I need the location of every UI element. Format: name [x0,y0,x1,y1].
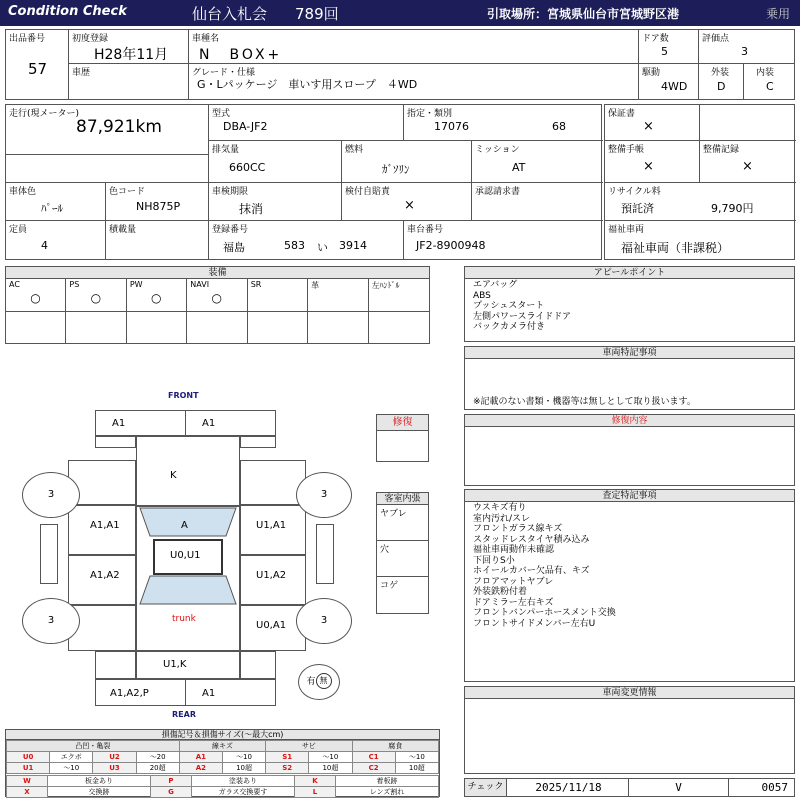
legend-code: U1 [7,763,50,774]
repair-box-label: 修復 [377,415,428,431]
inspection-note-line: ドアミラー左右キズ [473,597,554,608]
plate-serial: 3914 [339,239,367,252]
inspection-note-line: フロントガラス線キズ [473,524,563,534]
capacity-cell [6,221,106,259]
doors-value: 5 [661,45,668,58]
legend-code: C1 [352,752,395,763]
color-cell [6,183,106,221]
type-label: 指定・類別 [407,109,453,119]
reg-value: H28年11月 [94,47,169,63]
score-label: 評価点 [702,34,730,44]
exterior-cell [699,64,744,99]
changes-title: 車両変更情報 [465,687,794,699]
legend-desc: 10超 [222,763,265,774]
type-b-value: 68 [552,120,566,133]
smoking-badge [298,664,340,700]
name-value: N BOX+ [199,47,283,63]
history-cell [69,64,189,99]
type-a-value: 17076 [434,120,469,133]
front-label: FRONT [168,391,199,400]
interior-row-3 [377,577,428,613]
interior-item-burn: コゲ [380,581,399,591]
lot-cell [6,30,69,99]
legend-mark-code: P [151,776,192,787]
mileage-value: 87,921km [76,117,162,137]
special-title: 車両特記事項 [465,347,794,359]
approval-cell [472,183,603,221]
grade-cell [189,64,639,99]
mileage-cell [6,105,209,155]
interior-trim-title: 客室内張 [377,493,428,505]
legend-mark-code: G [151,787,192,798]
smoking-prefix: 有 [306,677,316,687]
tire-rear-left-value: 3 [47,615,55,626]
equipment-col-label: 左ﾊﾝﾄﾞﾙ [371,281,400,290]
tailgate [136,651,240,679]
repair-box [376,414,429,462]
dmg-right-front-door: U1,A1 [256,520,287,531]
tire-front-right [296,472,352,518]
plate-label: 登録番号 [212,225,249,235]
legend-header: 線キズ [179,741,265,752]
equipment-divider [6,311,429,312]
chassis-cell [404,221,603,259]
grade-value: G・Lパッケージ 車いす用スロープ ４WD [197,78,418,91]
fuel-cell [342,141,472,183]
color-label: 車体色 [9,187,37,197]
self-cert-cell [342,183,472,221]
maint-record-cell [700,141,796,183]
dmg-tailgate: U1,K [163,659,187,670]
recycle-cell [605,183,796,221]
front-bumper-left [95,410,186,436]
mileage-label: 走行(現メーター) [9,109,80,119]
check-label: チェック [465,779,507,796]
car-diagram [0,388,372,723]
legend-code: U3 [93,763,136,774]
dmg-front-bumper-left: A1 [112,418,126,429]
legend-header: 腐食 [352,741,439,752]
equipment-col-value: ○ [151,291,162,305]
inspection-value: 抹消 [239,202,264,216]
inspection-note-line: ホイールカバー欠品有、キズ [473,566,590,576]
windshield-shape [136,506,240,651]
appeal-panel [464,266,795,342]
equipment-col-label: PS [69,280,80,289]
warranty-extra-cell [700,105,796,141]
legend-code: S1 [266,752,309,763]
legend-code: C2 [352,763,395,774]
damage-legend [5,729,440,797]
mid-info-block [5,104,602,260]
plate-area: 福島 [223,241,245,254]
no-smoking-icon: 無 [316,673,332,689]
header-auction: 仙台入札会 [192,5,268,23]
interior-grade-cell [744,64,794,99]
chassis-value: JF2-8900948 [416,239,486,252]
exterior-label: 外装 [711,68,730,78]
legend-code: U2 [93,752,136,763]
special-note: ※記載のない書類・機器等は無しとして取り扱います。 [473,397,696,407]
self-cert-label: 検付自賠責 [345,187,391,197]
welfare-cell [605,221,796,259]
tire-front-left-value: 3 [47,489,55,500]
legend-mark-desc: ガラス交換要す [192,787,295,798]
left-mirror-box [40,524,58,584]
displacement-label: 排気量 [212,145,240,155]
appeal-line: バックカメラ付き [473,322,546,332]
right-info-block [604,104,795,260]
legend-desc: ～10 [50,763,93,774]
color-value: ﾊﾟｰﾙ [41,202,63,215]
interior-item-tear: ヤブレ [380,509,407,519]
equipment-col-label: 革 [311,281,320,290]
front-bumper-right [185,410,276,436]
inspection-label: 車検期限 [212,187,249,197]
dmg-right-quarter: U0,A1 [256,620,287,631]
maint-record-value: × [742,159,753,174]
rear-corner-left [95,651,136,679]
interior-row-2 [377,541,428,577]
legend-code: A2 [179,763,222,774]
inspection-note-line: スタッドレスタイヤ積み込み [473,534,590,545]
drive-cell [639,64,699,99]
plate-num: 583 [284,239,305,252]
front-corner-left [95,436,136,448]
legend-mark-desc: レンズ割れ [336,787,439,798]
maint-manual-value: × [643,159,654,174]
legend-mark-code: W [7,776,48,787]
dmg-roof: A [181,520,188,531]
trunk-label: trunk [172,614,196,624]
inspection-cell [209,183,342,221]
interior-value: C [766,80,774,93]
rear-corner-right [240,651,276,679]
equipment-col-label: NAVI [190,280,210,289]
warranty-value: × [643,119,654,134]
load-cell [106,221,209,259]
equipment-col-value: ○ [90,291,102,305]
dmg-right-rear-door: U1,A2 [256,570,287,581]
warranty-label: 保証書 [608,109,636,119]
interior-row-1 [377,505,428,541]
plate-cell [209,221,404,259]
legend-mark-desc: 交換跡 [48,787,151,798]
appeal-line: ABS [473,290,491,301]
header-session: 789回 [295,5,339,23]
recycle-fee: 9,790円 [711,202,754,215]
self-cert-value: × [404,198,415,213]
maint-manual-cell [605,141,700,183]
color-code-label: 色コード [109,187,146,197]
inspection-notes-title: 査定特記事項 [465,490,794,502]
inspection-note-line: 室内汚れ/スレ [473,513,531,524]
header-category: 乗用 [766,7,791,21]
tire-front-right-value: 3 [320,489,328,500]
check-mark: V [629,779,729,796]
color-code-value: NH875P [136,200,181,213]
check-number: 0057 [761,781,788,794]
tire-rear-right-value: 3 [320,615,328,626]
dmg-rear-bumper-left: A1,A2,P [110,688,149,699]
model-label: 型式 [212,109,231,119]
fuel-label: 燃料 [345,145,364,155]
dmg-front-bumper-right: A1 [202,418,216,429]
recycle-label: リサイクル料 [608,187,661,197]
displacement-value: 660CC [229,161,266,174]
legend-title: 損傷記号＆損傷サイズ(～最大cm) [6,730,439,740]
legend-desc: ～10 [222,752,265,763]
dmg-left-front-door: A1,A1 [90,520,120,531]
interior-label: 内装 [756,68,775,78]
front-corner-right [240,436,276,448]
doors-cell [639,30,699,64]
legend-mark-code: K [295,776,336,787]
capacity-value: 4 [41,239,48,252]
legend-desc: エクボ [50,752,93,763]
score-value: 3 [741,45,748,58]
equipment-col-value: ○ [30,291,41,305]
chassis-label: 車台番号 [407,225,444,235]
header-location: 引取場所：宮城県仙台市宮城野区港 [487,7,680,21]
check-date: 2025/11/18 [509,779,629,796]
welfare-label: 福祉車両 [608,225,645,235]
reg-cell [69,30,189,64]
legend-mark-desc: 塗装あり [192,776,295,787]
legend-table-marks [6,775,439,798]
inspection-note-line: 下回りS小 [473,555,515,566]
repair-title: 修復内容 [465,415,794,427]
equipment-col-value: ○ [211,291,222,305]
inspection-note-line: 福祉車両動作未確認 [473,545,555,555]
equipment-col-label: AC [9,280,20,289]
maint-record-label: 整備記録 [703,145,740,155]
color-code-cell [106,183,209,221]
legend-header: 凸凹・亀裂 [7,741,180,752]
legend-mark-code: X [7,787,48,798]
rear-label: REAR [172,710,196,719]
model-cell [209,105,404,141]
legend-mark-code: L [295,787,336,798]
appeal-line: 左側パワースライドドア [473,311,572,322]
equipment-title: 装備 [6,267,429,279]
check-row [464,778,795,797]
mission-cell [472,141,603,183]
mission-label: ミッション [475,145,520,155]
doors-label: ドア数 [642,34,669,44]
lot-label: 出品番号 [9,34,46,44]
top-info-block [5,29,795,100]
approval-label: 承認請求書 [475,187,521,197]
recycle-status: 預託済 [621,202,654,215]
capacity-label: 定員 [9,225,28,235]
legend-desc: 20超 [136,763,179,774]
grade-label: グレード・仕様 [192,68,256,78]
special-panel [464,346,795,410]
warranty-cell [605,105,700,141]
right-mirror-box [316,524,334,584]
legend-code: A1 [179,752,222,763]
inspection-note-line: フロントサイドメンバー左右U [473,618,596,629]
load-label: 積載量 [109,225,137,235]
score-cell [699,30,794,64]
tire-rear-right [296,598,352,644]
inspection-notes-panel [464,489,795,682]
mileage-extra-cell [6,155,209,183]
hood [136,436,240,506]
plate-kana: い [317,241,328,254]
equipment-col-label: PW [129,280,143,289]
inspection-note-line: フロアマットヤブレ [473,576,554,587]
header-title: Condition Check [8,4,127,19]
model-value: DBA-JF2 [223,120,268,133]
welfare-value: 福祉車両（非課税） [621,241,730,255]
legend-table-sizes [6,740,439,774]
equipment-col-label: SR [250,280,262,289]
appeal-line: エアバッグ [473,280,518,290]
legend-desc: 10超 [309,763,352,774]
mission-value: AT [512,161,526,174]
exterior-value: D [717,80,726,93]
reg-label: 初度登録 [72,34,109,44]
appeal-line: プッシュスタート [473,301,545,311]
lot-value: 57 [28,60,48,78]
dmg-rear-bumper-right: A1 [202,688,216,699]
inspection-note-line: 外装鉄粉付着 [473,587,528,597]
legend-desc: ～10 [395,752,438,763]
interior-trim-panel [376,492,429,614]
maint-manual-label: 整備手帳 [608,145,645,155]
drive-label: 駆動 [642,68,661,78]
type-cell [404,105,603,141]
header-bar [0,0,800,26]
dmg-hood: K [170,470,177,481]
inspection-note-line: フロントバンパーホースメント交換 [473,608,616,618]
inspection-note-line: ウスキズ有り [473,503,527,513]
appeal-list [473,280,571,333]
fuel-value: ｶﾞｿﾘﾝ [382,163,410,176]
name-label: 車種名 [192,34,220,44]
legend-mark-desc: 板金あり [48,776,151,787]
legend-mark-desc: 着板跡 [336,776,439,787]
name-cell [189,30,639,64]
legend-desc: ～10 [309,752,352,763]
legend-desc: 10超 [395,763,438,774]
legend-header: サビ [266,741,352,752]
tire-front-left [22,472,80,518]
changes-panel [464,686,795,774]
drive-value: 4WD [661,80,688,93]
appeal-title: アピールポイント [465,267,794,279]
legend-desc: ～20 [136,752,179,763]
legend-code: U0 [7,752,50,763]
legend-code: S2 [266,763,309,774]
inspection-notes-list [473,503,616,629]
rear-bumper-right [185,679,276,706]
tire-rear-left [22,598,80,644]
equipment-table [5,266,430,344]
displacement-cell [209,141,342,183]
history-label: 車歴 [72,68,91,78]
dmg-center: U0,U1 [170,550,201,561]
repair-panel [464,414,795,486]
interior-item-hole: 穴 [380,545,390,555]
dmg-left-rear-door: A1,A2 [90,570,120,581]
